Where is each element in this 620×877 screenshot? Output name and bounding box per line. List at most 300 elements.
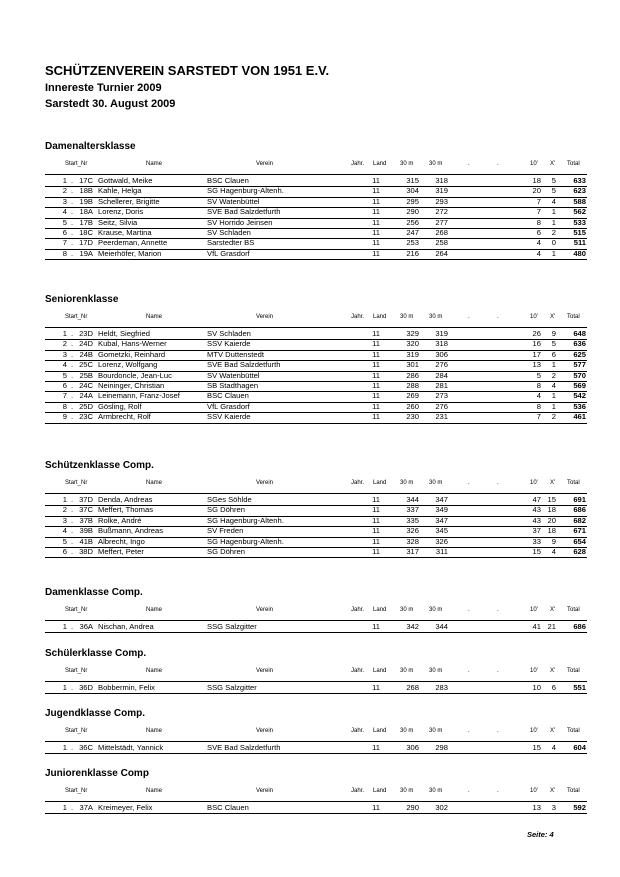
header-rule (45, 620, 587, 621)
total-score: 654 (573, 536, 586, 546)
land-code: 11 (372, 391, 380, 401)
column-header-jahr: Jahr. (351, 314, 365, 320)
class-section (45, 708, 587, 757)
shooter-name: Heldt, Siegfried (98, 329, 150, 338)
column-header-dot1: . (468, 161, 470, 167)
column-header-dot2: . (497, 314, 499, 320)
table-row (45, 547, 587, 557)
place-dot: . (71, 683, 74, 692)
total-score: 625 (573, 349, 586, 359)
tens-count: 33 (532, 536, 541, 546)
column-header-row (45, 314, 587, 324)
place-number: 5 (62, 370, 67, 380)
club-name: SB Stadthagen (207, 381, 259, 390)
score-30m-second: 302 (435, 803, 448, 812)
score-30m-second: 319 (435, 186, 448, 196)
place-dot: . (71, 349, 74, 359)
column-header-start-nr: Start_Nr (65, 480, 88, 486)
column-header-ten: 10' (530, 161, 538, 167)
score-30m-first: 315 (406, 176, 419, 185)
column-header-dot1: . (468, 607, 470, 613)
place-number: 3 (62, 349, 67, 359)
land-code: 11 (372, 176, 380, 185)
total-score: 461 (573, 412, 586, 422)
total-score: 536 (573, 401, 586, 411)
column-header-s30a: 30 m (400, 668, 414, 674)
section-title: Schützenklasse Comp. (45, 460, 154, 471)
tens-count: 16 (532, 339, 541, 349)
score-30m-second: 293 (435, 196, 448, 206)
land-code: 11 (372, 360, 380, 370)
place-dot: . (71, 547, 74, 556)
class-section (45, 648, 587, 697)
shooter-name: Meierhöfer, Marion (98, 248, 162, 258)
table-row (45, 238, 587, 248)
column-header-verein: Verein (256, 788, 274, 794)
score-30m-first: 269 (406, 391, 419, 401)
column-header-name: Name (146, 480, 163, 486)
column-header-total: Total (567, 161, 580, 167)
table-row (45, 371, 587, 381)
start-number: 24C (79, 381, 93, 390)
column-header-name: Name (146, 788, 163, 794)
place-dot: . (71, 248, 74, 258)
place-dot: . (71, 360, 74, 370)
column-header-name: Name (146, 728, 163, 734)
tens-count: 18 (532, 176, 541, 185)
tens-count: 43 (532, 515, 541, 525)
tens-count: 5 (536, 370, 541, 380)
column-header-total: Total (567, 668, 580, 674)
column-header-ten: 10' (530, 668, 538, 674)
x-count: 5 (551, 176, 556, 185)
total-score: 515 (573, 228, 586, 237)
table-row (45, 207, 587, 217)
start-number: 36D (79, 683, 93, 692)
score-30m-first: 290 (406, 803, 419, 812)
club-name: SV Horrido Jeinsen (207, 217, 273, 227)
column-header-ten: 10' (530, 480, 538, 486)
column-header-jahr: Jahr. (351, 728, 365, 734)
total-score: 691 (573, 495, 586, 504)
column-header-s30a: 30 m (400, 480, 414, 486)
shooter-name: Lorenz, Wolfgang (98, 360, 158, 370)
class-section (45, 587, 587, 636)
section-title: Juniorenklasse Comp (45, 768, 149, 779)
place-number: 6 (62, 547, 67, 556)
table-row (45, 516, 587, 526)
column-header-start-nr: Start_Nr (65, 668, 88, 674)
land-code: 11 (372, 683, 380, 692)
tens-count: 47 (532, 495, 541, 504)
x-count: 18 (547, 526, 556, 536)
total-score: 569 (573, 381, 586, 390)
score-30m-second: 276 (435, 401, 448, 411)
score-30m-second: 318 (435, 339, 448, 349)
tens-count: 7 (536, 412, 541, 422)
column-header-dot2: . (497, 607, 499, 613)
club-name: MTV Duttenstedt (207, 349, 264, 359)
x-count: 1 (551, 207, 556, 217)
place-number: 1 (62, 683, 67, 692)
place-dot: . (71, 329, 74, 338)
column-header-s30a: 30 m (400, 161, 414, 167)
shooter-name: Schellerer, Brigitte (98, 196, 160, 206)
place-number: 9 (62, 412, 67, 422)
place-dot: . (71, 176, 74, 185)
land-code: 11 (372, 401, 380, 411)
score-30m-first: 256 (406, 217, 419, 227)
place-dot: . (71, 526, 74, 536)
column-header-dot1: . (468, 314, 470, 320)
tens-count: 20 (532, 186, 541, 196)
place-number: 4 (62, 207, 67, 217)
score-30m-first: 337 (406, 505, 419, 515)
place-number: 2 (62, 339, 67, 349)
score-30m-first: 335 (406, 515, 419, 525)
column-header-verein: Verein (256, 480, 274, 486)
column-header-start-nr: Start_Nr (65, 607, 88, 613)
tens-count: 8 (536, 217, 541, 227)
shooter-name: Kubal, Hans-Werner (98, 339, 167, 349)
tens-count: 15 (532, 547, 541, 556)
column-header-start-nr: Start_Nr (65, 161, 88, 167)
page-number: Seite: 4 (527, 830, 554, 839)
shooter-name: Mittelstädt, Yannick (98, 743, 164, 752)
place-dot: . (71, 536, 74, 546)
land-code: 11 (372, 412, 380, 422)
place-dot: . (71, 228, 74, 237)
class-section (45, 294, 587, 427)
x-count: 1 (551, 248, 556, 258)
shooter-name: Kahle, Helga (98, 186, 142, 196)
column-header-verein: Verein (256, 314, 274, 320)
header-rule (45, 327, 587, 328)
row-rule (45, 423, 587, 424)
start-number: 25D (79, 401, 93, 411)
total-score: 686 (573, 622, 586, 631)
score-30m-first: 328 (406, 536, 419, 546)
table-row (45, 218, 587, 228)
club-name: SV Freden (207, 526, 244, 536)
place-number: 3 (62, 196, 67, 206)
column-header-name: Name (146, 314, 163, 320)
score-30m-second: 283 (435, 683, 448, 692)
column-header-dot2: . (497, 788, 499, 794)
club-name: SG Hagenburg-Altenh. (207, 186, 284, 196)
start-number: 17D (79, 238, 93, 248)
score-30m-first: 268 (406, 683, 419, 692)
table-row (45, 360, 587, 370)
land-code: 11 (372, 370, 380, 380)
score-30m-first: 326 (406, 526, 419, 536)
column-header-x: X' (550, 607, 556, 613)
column-header-dot2: . (497, 728, 499, 734)
place-number: 1 (62, 743, 67, 752)
column-header-s30a: 30 m (400, 314, 414, 320)
x-count: 1 (551, 391, 556, 401)
club-name: SV Schladen (207, 329, 251, 338)
x-count: 9 (551, 329, 556, 338)
place-number: 5 (62, 536, 67, 546)
score-30m-first: 253 (406, 238, 419, 248)
column-header-land: Land (373, 607, 387, 613)
column-header-s30b: 30 m (429, 314, 443, 320)
place-dot: . (71, 515, 74, 525)
x-count: 2 (551, 370, 556, 380)
row-rule (45, 632, 587, 633)
shooter-name: Albrecht, Ingo (98, 536, 145, 546)
score-30m-first: 290 (406, 207, 419, 217)
table-row (45, 622, 587, 632)
start-number: 18A (79, 207, 93, 217)
column-header-name: Name (146, 668, 163, 674)
club-name: SSV Kaierde (207, 412, 251, 422)
score-30m-second: 268 (435, 228, 448, 237)
table-row (45, 412, 587, 422)
place-dot: . (71, 743, 74, 752)
start-number: 41B (79, 536, 93, 546)
land-code: 11 (372, 339, 380, 349)
start-number: 37B (79, 515, 93, 525)
start-number: 36A (79, 622, 93, 631)
x-count: 4 (551, 196, 556, 206)
score-30m-first: 306 (406, 743, 419, 752)
land-code: 11 (372, 228, 380, 237)
column-header-verein: Verein (256, 668, 274, 674)
document-title: SCHÜTZENVEREIN SARSTEDT VON 1951 E.V. (45, 63, 330, 78)
shooter-name: Neininger, Christian (98, 381, 165, 390)
total-score: 682 (573, 515, 586, 525)
land-code: 11 (372, 196, 380, 206)
column-header-verein: Verein (256, 607, 274, 613)
score-30m-second: 258 (435, 238, 448, 248)
club-name: SVE Bad Salzdetfurth (207, 743, 281, 752)
table-row (45, 197, 587, 207)
column-header-row (45, 607, 587, 617)
score-30m-first: 320 (406, 339, 419, 349)
place-dot: . (71, 412, 74, 422)
place-number: 4 (62, 360, 67, 370)
column-header-land: Land (373, 314, 387, 320)
column-header-ten: 10' (530, 607, 538, 613)
club-name: VfL Grasdorf (207, 401, 250, 411)
score-30m-second: 349 (435, 505, 448, 515)
start-number: 23C (79, 412, 93, 422)
column-header-s30b: 30 m (429, 607, 443, 613)
club-name: BSC Clauen (207, 803, 249, 812)
section-title: Seniorenklasse (45, 294, 119, 305)
column-header-verein: Verein (256, 728, 274, 734)
place-dot: . (71, 207, 74, 217)
score-30m-first: 329 (406, 329, 419, 338)
total-score: 686 (573, 505, 586, 515)
score-30m-second: 277 (435, 217, 448, 227)
club-name: SG Hagenburg-Altenh. (207, 515, 284, 525)
total-score: 570 (573, 370, 586, 380)
club-name: SV Schladen (207, 228, 251, 237)
column-header-total: Total (567, 728, 580, 734)
table-row (45, 495, 587, 505)
land-code: 11 (372, 622, 380, 631)
club-name: SG Döhren (207, 547, 245, 556)
column-header-land: Land (373, 728, 387, 734)
table-row (45, 176, 587, 186)
score-30m-first: 260 (406, 401, 419, 411)
score-30m-first: 301 (406, 360, 419, 370)
shooter-name: Gösling, Rolf (98, 401, 142, 411)
total-score: 533 (573, 217, 586, 227)
club-name: VfL Grasdorf (207, 248, 250, 258)
row-rule (45, 557, 587, 558)
start-number: 19B (79, 196, 93, 206)
column-header-dot1: . (468, 480, 470, 486)
shooter-name: Bobbermin, Felix (98, 683, 155, 692)
place-dot: . (71, 217, 74, 227)
x-count: 4 (551, 743, 556, 752)
score-30m-second: 273 (435, 391, 448, 401)
total-score: 542 (573, 391, 586, 401)
score-30m-first: 247 (406, 228, 419, 237)
land-code: 11 (372, 743, 380, 752)
column-header-x: X' (550, 668, 556, 674)
shooter-name: Armbrecht, Rolf (98, 412, 151, 422)
shooter-name: Leinemann, Franz-Josef (98, 391, 180, 401)
score-30m-second: 298 (435, 743, 448, 752)
club-name: SSV Kaierde (207, 339, 251, 349)
tens-count: 7 (536, 207, 541, 217)
column-header-dot1: . (468, 728, 470, 734)
column-header-verein: Verein (256, 161, 274, 167)
start-number: 17B (79, 217, 93, 227)
shooter-name: Nischan, Andrea (98, 622, 154, 631)
x-count: 15 (547, 495, 556, 504)
table-row (45, 803, 587, 813)
score-30m-first: 319 (406, 349, 419, 359)
x-count: 4 (551, 381, 556, 390)
shooter-name: Kreimeyer, Felix (98, 803, 153, 812)
score-30m-second: 319 (435, 329, 448, 338)
x-count: 0 (551, 238, 556, 248)
section-title: Jugendklasse Comp. (45, 708, 146, 719)
column-header-x: X' (550, 728, 556, 734)
score-30m-second: 318 (435, 176, 448, 185)
land-code: 11 (372, 207, 380, 217)
total-score: 604 (573, 743, 586, 752)
land-code: 11 (372, 526, 380, 536)
table-row (45, 249, 587, 259)
column-header-dot1: . (468, 788, 470, 794)
club-name: SV Watenbüttel (207, 370, 260, 380)
class-section (45, 768, 587, 817)
total-score: 562 (573, 207, 586, 217)
column-header-total: Total (567, 607, 580, 613)
class-section (45, 141, 587, 263)
land-code: 11 (372, 505, 380, 515)
header-rule (45, 493, 587, 494)
column-header-x: X' (550, 161, 556, 167)
place-number: 1 (62, 803, 67, 812)
score-30m-second: 306 (435, 349, 448, 359)
shooter-name: Bourdoncle, Jean-Luc (98, 370, 172, 380)
total-score: 636 (573, 339, 586, 349)
start-number: 36C (79, 743, 93, 752)
place-dot: . (71, 495, 74, 504)
column-header-jahr: Jahr. (351, 668, 365, 674)
place-number: 8 (62, 248, 67, 258)
score-30m-second: 347 (435, 515, 448, 525)
document-date: Sarstedt 30. August 2009 (45, 98, 176, 110)
x-count: 18 (547, 505, 556, 515)
place-dot: . (71, 186, 74, 196)
place-number: 1 (62, 622, 67, 631)
shooter-name: Seitz, Silvia (98, 217, 138, 227)
column-header-start-nr: Start_Nr (65, 788, 88, 794)
place-number: 1 (62, 176, 67, 185)
table-row (45, 683, 587, 693)
table-row (45, 381, 587, 391)
column-header-dot2: . (497, 161, 499, 167)
table-row (45, 186, 587, 196)
column-header-s30b: 30 m (429, 480, 443, 486)
land-code: 11 (372, 238, 380, 248)
x-count: 6 (551, 683, 556, 692)
table-row (45, 350, 587, 360)
place-number: 2 (62, 505, 67, 515)
land-code: 11 (372, 248, 380, 258)
tens-count: 15 (532, 743, 541, 752)
place-dot: . (71, 505, 74, 515)
land-code: 11 (372, 217, 380, 227)
column-header-start-nr: Start_Nr (65, 314, 88, 320)
club-name: BSC Clauen (207, 176, 249, 185)
start-number: 37C (79, 505, 93, 515)
column-header-jahr: Jahr. (351, 480, 365, 486)
x-count: 5 (551, 186, 556, 196)
tens-count: 8 (536, 401, 541, 411)
start-number: 24D (79, 339, 93, 349)
start-number: 37A (79, 803, 93, 812)
x-count: 2 (551, 412, 556, 422)
place-number: 7 (62, 238, 67, 248)
column-header-row (45, 480, 587, 490)
x-count: 20 (547, 515, 556, 525)
start-number: 18C (79, 228, 93, 237)
score-30m-second: 231 (435, 412, 448, 422)
x-count: 6 (551, 349, 556, 359)
tens-count: 7 (536, 196, 541, 206)
club-name: SSG Salzgitter (207, 683, 257, 692)
column-header-jahr: Jahr. (351, 607, 365, 613)
column-header-x: X' (550, 788, 556, 794)
start-number: 25B (79, 370, 93, 380)
shooter-name: Krause, Martina (98, 228, 152, 237)
column-header-row (45, 161, 587, 171)
start-number: 18B (79, 186, 93, 196)
place-number: 5 (62, 217, 67, 227)
score-30m-second: 345 (435, 526, 448, 536)
start-number: 37D (79, 495, 93, 504)
table-row (45, 505, 587, 515)
tens-count: 4 (536, 238, 541, 248)
total-score: 577 (573, 360, 586, 370)
club-name: SVE Bad Salzdetfurth (207, 360, 281, 370)
shooter-name: Gottwald, Meike (98, 176, 153, 185)
column-header-dot2: . (497, 668, 499, 674)
column-header-dot1: . (468, 668, 470, 674)
column-header-total: Total (567, 788, 580, 794)
place-dot: . (71, 803, 74, 812)
